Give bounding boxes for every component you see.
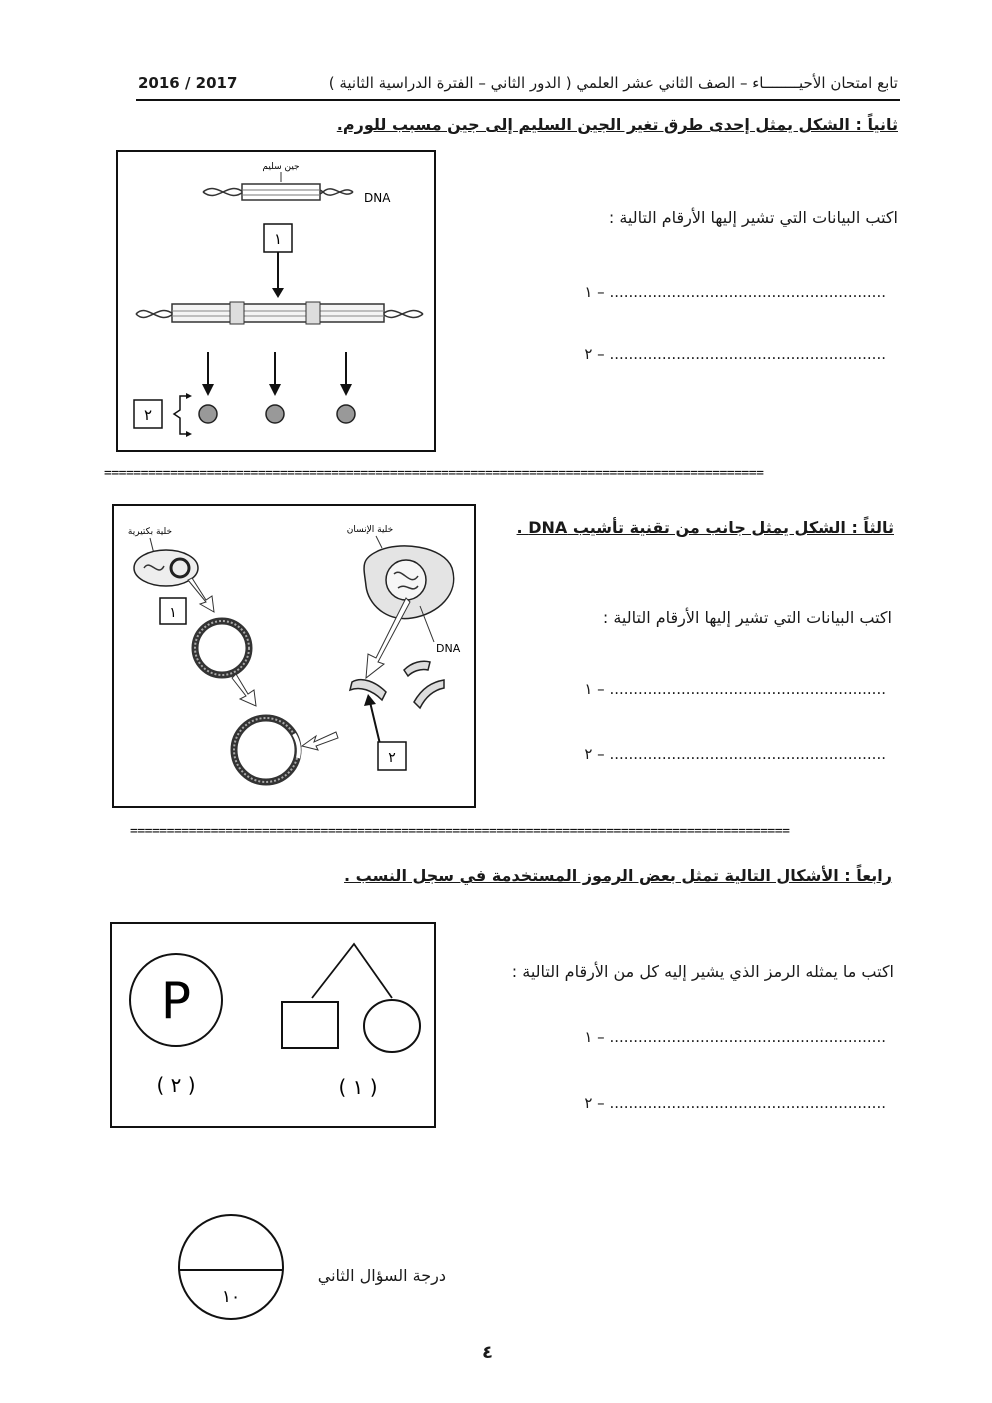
- section3-instruction: اكتب ما يمثله الرمز الذي يشير إليه كل من الأرقام التالية :: [511, 962, 894, 981]
- label-box-2-text: ٢: [388, 750, 396, 766]
- section2-instruction: اكتب البيانات التي تشير إليها الأرقام التالية :: [602, 608, 892, 627]
- dna-fragment-3: [414, 680, 444, 708]
- section-separator-2: ==========================================================================================: [130, 824, 790, 839]
- section1-answer-1[interactable]: [584, 283, 886, 301]
- healthy-gene-segment: [242, 184, 320, 200]
- section2-figure: [112, 504, 476, 808]
- parent-lines: [312, 944, 392, 998]
- female-circle-symbol: [364, 1000, 420, 1052]
- section1-title: ثانياً : الشكل يمثل إحدى طرق تغير الجين السليم إلى جين مسبب للورم.: [336, 115, 898, 134]
- bacteria-label: خلية بكتيرية: [127, 527, 173, 537]
- section2-answer-2[interactable]: [584, 745, 886, 763]
- answer-dots: ..........................................................: [609, 745, 886, 763]
- answer-dots: ..........................................................: [609, 1094, 886, 1112]
- answer-number: ١ –: [584, 1028, 605, 1046]
- mutated-gene-segment: [172, 304, 384, 322]
- answer-number: ٢ –: [584, 345, 605, 363]
- section1-instruction: اكتب البيانات التي تشير إليها الأرقام التالية :: [608, 208, 898, 227]
- section1-answer-2[interactable]: [584, 345, 886, 363]
- dna-label: DNA: [364, 191, 391, 205]
- answer-number: ٢ –: [584, 1094, 605, 1112]
- section3-title: رابعاً : الأشكال التالية تمثل بعض الرموز المستخدمة في سجل النسب .: [344, 866, 892, 885]
- answer-number: ١ –: [584, 680, 605, 698]
- answer-dots: ..........................................................: [609, 345, 886, 363]
- bracket: [174, 396, 186, 434]
- label-box-2-text: ٢: [143, 406, 153, 424]
- symbol-label-1: ( ١ ): [338, 1075, 378, 1099]
- answer-dots: ..........................................................: [609, 283, 886, 301]
- score-total: ١٠: [221, 1287, 241, 1307]
- exam-header-year: 2016 / 2017: [138, 74, 238, 92]
- answer-number: ٢ –: [584, 745, 605, 763]
- score-input-area[interactable]: [176, 1212, 286, 1268]
- dna-fragment-2: [404, 661, 430, 676]
- protein-dot-2: [266, 405, 284, 423]
- symbol-label-2: ( ٢ ): [156, 1073, 196, 1097]
- section3-figure: [110, 922, 436, 1128]
- label-box-1-text: ١: [273, 230, 283, 248]
- exam-header-title: تابع امتحان الأحيــــــــاء – الصف الثاني عشر العلمي ( الدور الثاني – الفترة الدراسية الثانية ): [328, 74, 898, 92]
- page-number: ٤: [482, 1342, 493, 1363]
- section2-title: ثالثاً : الشكل يمثل جانب من تقنية تأشيب DNA .: [516, 518, 894, 537]
- nucleus: [386, 560, 426, 600]
- male-square-symbol: [282, 1002, 338, 1048]
- answer-dots: ..........................................................: [609, 1028, 886, 1046]
- protein-dot-3: [337, 405, 355, 423]
- answer-dots: ..........................................................: [609, 680, 886, 698]
- answer-number: ١ –: [584, 283, 605, 301]
- gene-label: جين سليم: [262, 162, 300, 172]
- human-cell-label: خلية الإنسان: [346, 525, 394, 535]
- section2-answer-1[interactable]: [584, 680, 886, 698]
- header-rule: [136, 99, 900, 101]
- protein-dot-1: [199, 405, 217, 423]
- pedigree-symbols: [112, 924, 434, 1126]
- section3-answer-1[interactable]: [584, 1028, 886, 1046]
- section-separator-1: ==========================================================================================: [104, 466, 764, 481]
- gene-mutation-diagram: [118, 152, 434, 450]
- section3-answer-2[interactable]: [584, 1094, 886, 1112]
- dna-recombination-diagram: [114, 506, 474, 806]
- score-label: درجة السؤال الثاني: [317, 1266, 446, 1285]
- section1-figure: [116, 150, 436, 452]
- dna-label: DNA: [436, 642, 461, 655]
- label-box-1-text: ١: [169, 605, 177, 621]
- p-symbol-text: P: [160, 972, 192, 1030]
